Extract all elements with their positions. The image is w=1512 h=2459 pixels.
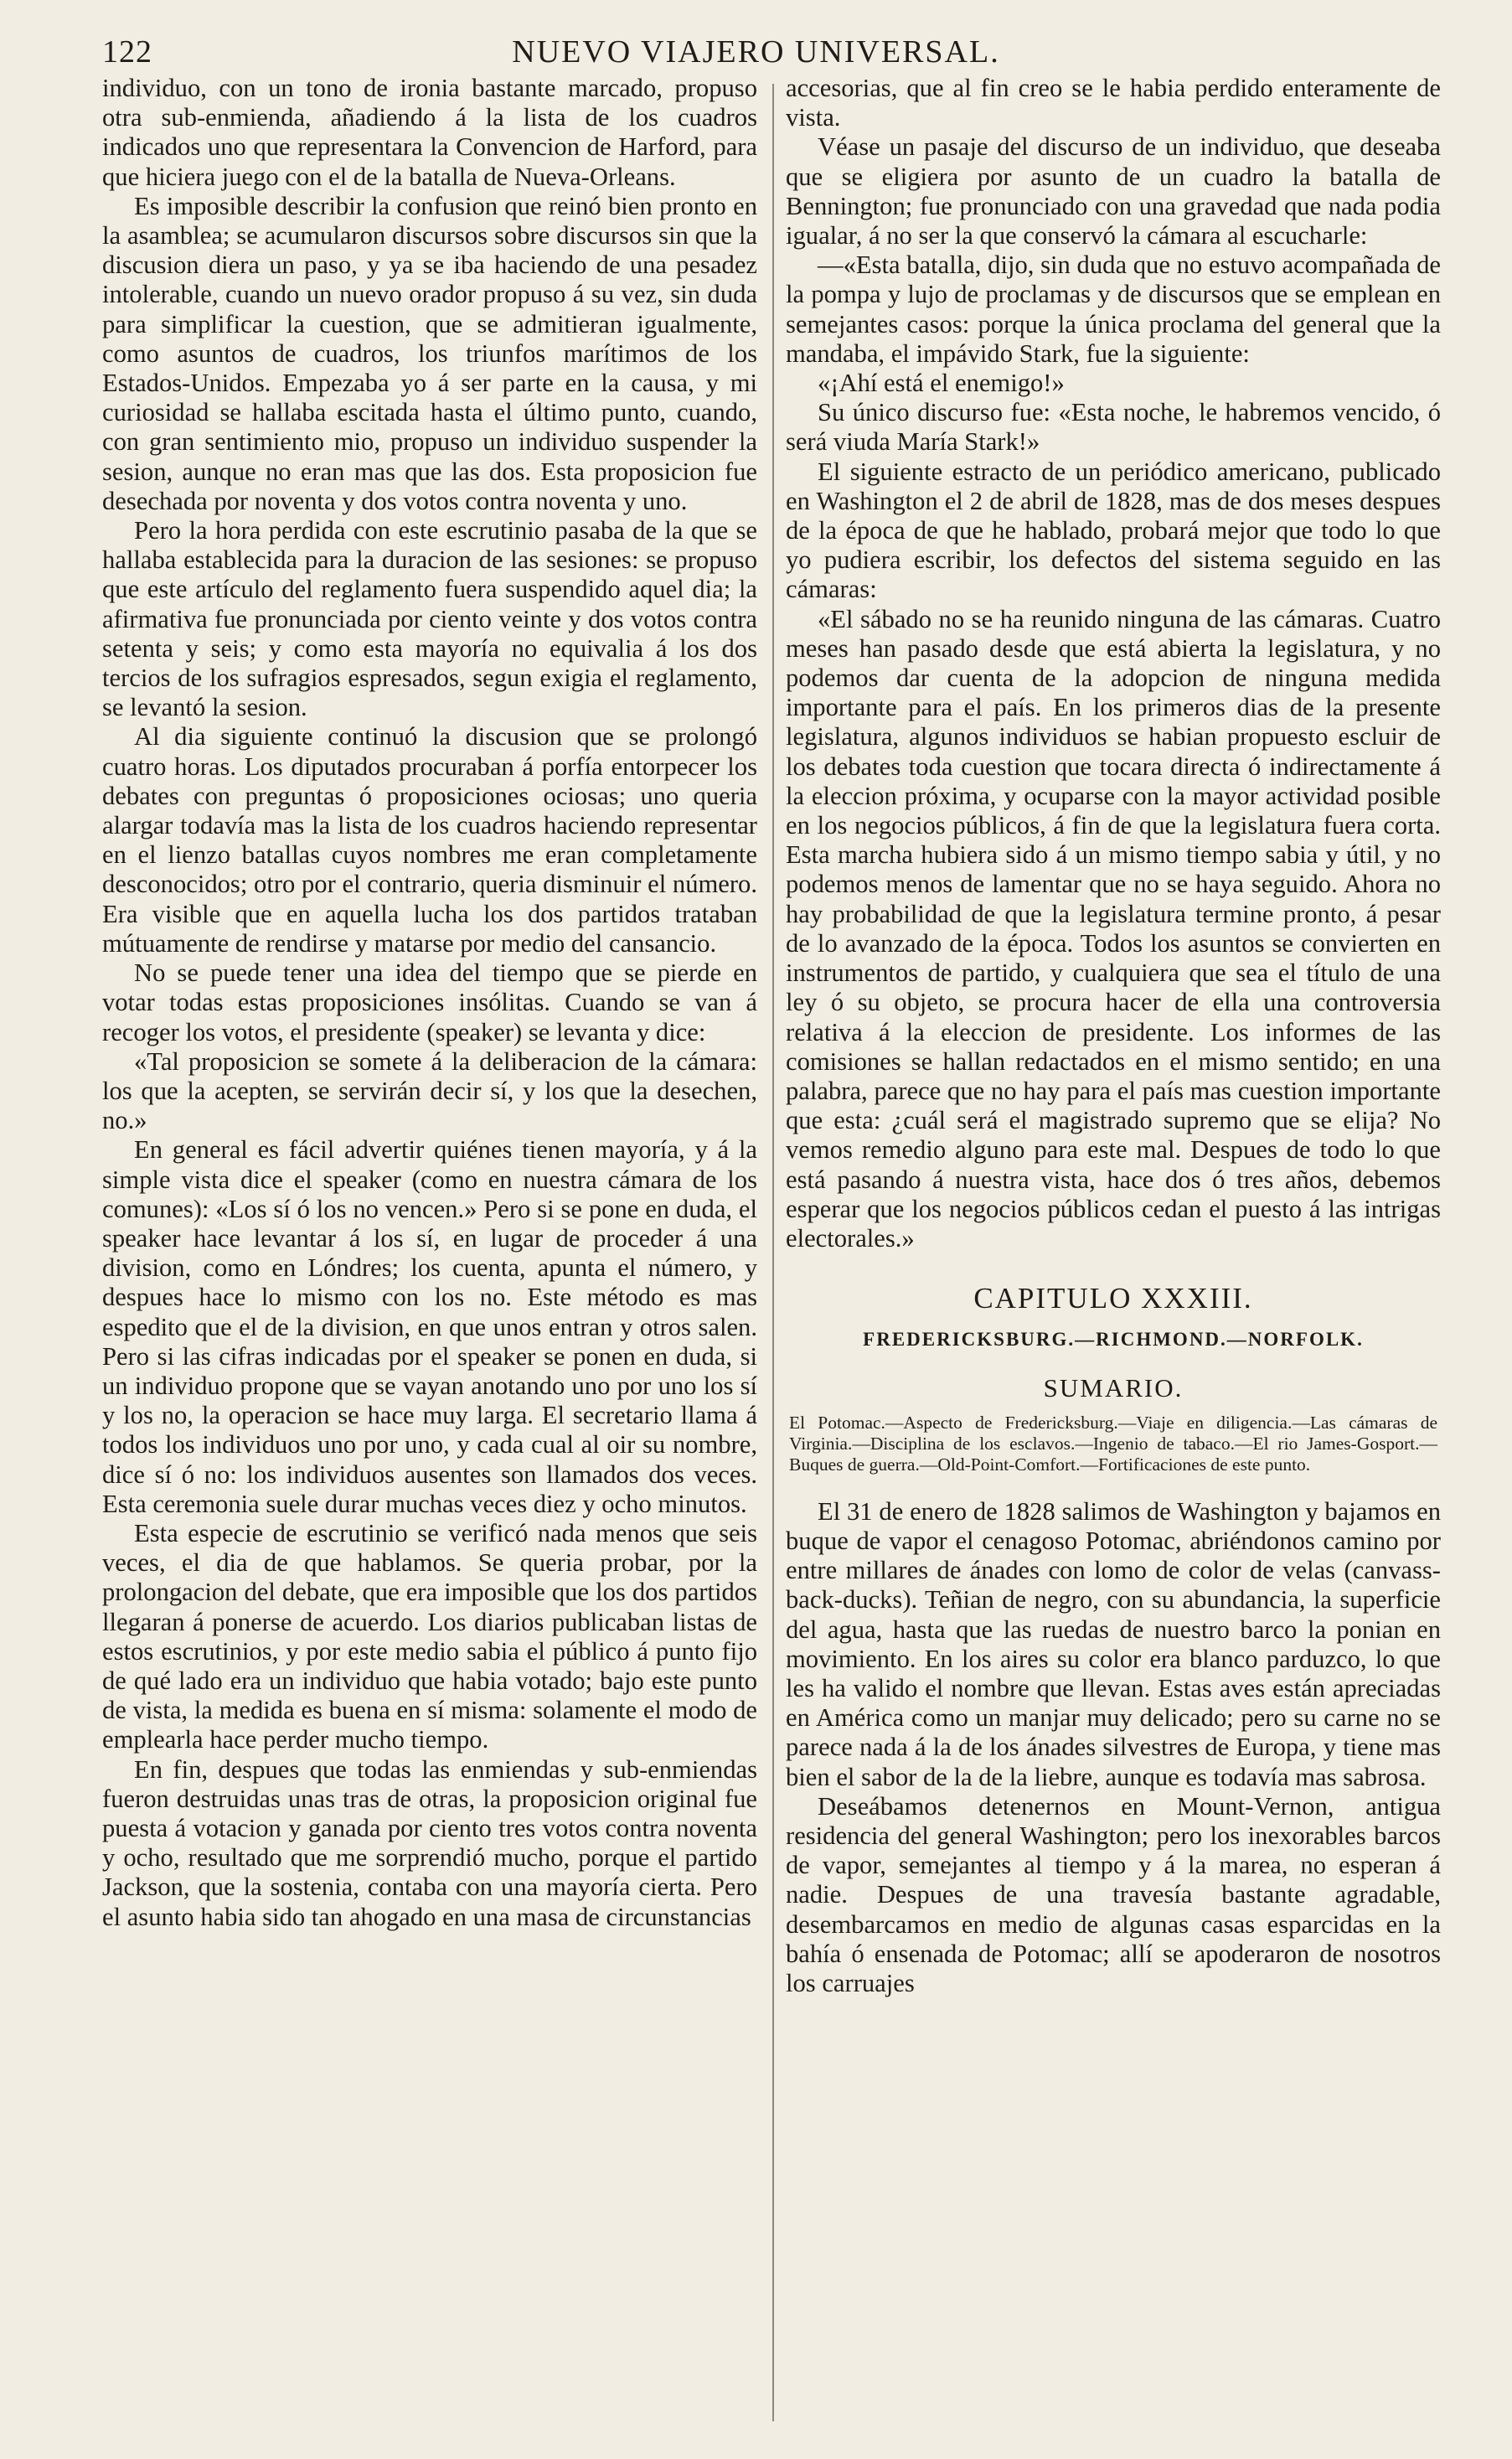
column-divider bbox=[772, 84, 774, 2421]
paragraph: «¡Ahí está el enemigo!» bbox=[818, 369, 1065, 398]
paragraph: Es imposible describir la confusion que reinó bien pronto en la asamblea; se acumularon discursos sobre discursos sin que la discusion diera un paso, y ya se iba haciendo de una pesadez intolerable, cuando un nuevo orador propuso á su vez, sin duda para simplificar la cuestion, que se admitieran igualmente, como asuntos de cuadros, los triunfos marítimos de los Estados-Unidos. Empezaba yo á ser parte en la causa, y mi curiosidad se hallaba escitada hasta el último punto, cuando, con gran sentimiento mio, propuso un individuo suspender la sesion, aunque no eran mas que las dos. Esta proposicion fue desechada por noventa y dos votos contra noventa y uno. bbox=[102, 191, 757, 515]
paragraph: «El sábado no se ha reunido ninguna de las cámaras. Cuatro meses han pasado desde que está abierta la legislatura, y no podemos dar cuenta de la adopcion de ninguna medida importante para el país. En los primeros dias de la presente legislatura, algunos individuos se habian propuesto escluir de los debates toda cuestion que tocara directa ó indirectamente á la eleccion próxima, y ocuparse con la mayor actividad posible en los negocios públicos, á fin de que la legislatura fuera corta. Esta marcha hubiera sido á un mismo tiempo sabia y útil, y no podemos menos de lamentar que no se haya seguido. Ahora no hay probabilidad de que la legislatura termine pronto, á pesar de lo avanzado de la época. Todos los asuntos se convierten en instrumentos de partido, y cualquiera que sea el título de una ley ó su objeto, se procura hacer de ella una controversia relativa á la eleccion de presidente. Los informes de las comisiones se hallan redactados en el mismo sentido; en una palabra, parece que no hay para el país mas cuestion importante que esta: ¿cuál será el magistrado supremo que se elija? No vemos remedio alguno para este mal. Despues de todo lo que está pasando á nuestra vista, hace dos ó tres años, debemos esperar que los negocios públicos cedan el puesto á las intrigas electorales.» bbox=[786, 604, 1441, 1253]
paragraph: En general es fácil advertir quiénes tienen mayoría, y á la simple vista dice el speaker (como en nuestra cámara de los comunes): «Los sí ó los no vencen.» Pero si se pone en duda, el speaker hace levantar á los sí, en lugar de proceder á una division, como en Lóndres; los cuenta, apunta el número, y despues hace lo mismo con los no. Este método es mas espedito que el de la division, en que unos entran y otros salen. Pero si las cifras indicadas por el speaker se ponen en duda, si un individuo propone que se vayan anotando uno por uno los sí y los no, la operacion se hace muy larga. El secretario llama á todos los individuos uno por uno, y cada cual al oir su nombre, dice sí ó no: los individuos ausentes son llamados dos veces. Esta ceremonia suele durar muchas veces diez y ocho minutos. bbox=[102, 1135, 757, 1518]
paragraph: Pero la hora perdida con este escrutinio pasaba de la que se hallaba establecida para la duracion de las sesiones: se propuso que este artículo del reglamento fuera suspendido aquel dia; la afirmativa fue pronunciada por ciento veinte y dos votos contra setenta y seis; y como esta mayoría no equivalia á los dos tercios de los sufragios espresados, segun exigia el reglamento, se levantó la sesion. bbox=[102, 516, 757, 722]
summary-heading: SUMARIO. bbox=[1043, 1372, 1184, 1403]
paragraph: —«Esta batalla, dijo, sin duda que no estuvo acompañada de la pompa y lujo de proclamas y de discursos que se emplean en semejantes casos: porque la única proclama del general que la mandaba, el impávido Stark, fue la siguiente: bbox=[786, 251, 1441, 368]
page-header bbox=[0, 34, 1512, 75]
paragraph: Deseábamos detenernos en Mount-Vernon, antigua residencia del general Washington; pero los inexorables barcos de vapor, semejantes al tiempo y á la marea, no esperan á nadie. Despues de una travesía bastante agradable, desembarcamos en medio de algunas casas esparcidas en la bahía ó ensenada de Potomac; allí se apoderaron de nosotros los carruajes bbox=[786, 1791, 1441, 1997]
right-column bbox=[786, 74, 1441, 1998]
paragraph: El 31 de enero de 1828 salimos de Washington y bajamos en buque de vapor el cenagoso Potomac, abriéndonos camino por entre millares de ánades con lomo de color de velas (canvass-back-ducks). Teñian de negro, con su abundancia, la superficie del agua, hasta que las ruedas de nuestro barco la ponian en movimiento. En los aires su color era blanco parduzco, lo que les ha valido el nombre que llevan. Estas aves están apreciadas en América como un manjar muy delicado; pero su carne no se parece nada á la de los ánades silvestres de Europa, y tiene mas bien el sabor de la de la liebre, aunque es todavía mas sabrosa. bbox=[786, 1496, 1441, 1791]
paragraph: En fin, despues que todas las enmiendas y sub-enmiendas fueron destruidas unas tras de otras, la proposicion original fue puesta á votacion y ganada por ciento tres votos contra noventa y ocho, resultado que me sorprendió mucho, porque el partido Jackson, que la sostenia, contaba con una mayoría cierta. Pero el asunto habia sido tan ahogado en una masa de circunstancias bbox=[102, 1754, 757, 1931]
paragraph: accesorias, que al fin creo se le habia perdido enteramente de vista. bbox=[786, 74, 1441, 132]
paragraph: No se puede tener una idea del tiempo que se pierde en votar todas estas proposiciones insólitas. Cuando se van á recoger los votos, el presidente (speaker) se levanta y dice: bbox=[102, 958, 757, 1046]
chapter-title: CAPITULO XXXIII. bbox=[973, 1282, 1253, 1315]
paragraph: Al dia siguiente continuó la discusion que se prolongó cuatro horas. Los diputados procuraban á porfía entorpecer los debates con preguntas ó proposiciones ociosas; uno queria alargar todavía mas la lista de los cuadros haciendo representar en el lienzo batallas cuyos nombres me eran completamente desconocidos; otro por el contrario, queria disminuir el número. Era visible que en aquella lucha los dos partidos trataban mútuamente de rendirse y matarse por medio del cansancio. bbox=[102, 722, 757, 958]
summary-text: El Potomac.—Aspecto de Fredericksburg.—Viaje en diligencia.—Las cámaras de Virginia.—Disciplina de los esclavos.—Ingenio de tabaco.—El rio James-Gosport.—Buques de guerra.—Old-Point-Comfort.—Fortificaciones de este punto. bbox=[789, 1412, 1437, 1475]
paragraph: Esta especie de escrutinio se verificó nada menos que seis veces, el dia de que hablamos. Se queria probar, por la prolongacion del debate, que era imposible que los dos partidos llegaran á ponerse de acuerdo. Los diarios publicaban listas de estos escrutinios, y por este medio sabia el público á punto fijo de qué lado era un individuo que habia votado; bajo este punto de vista, la medida es buena en sí misma: solamente el modo de emplearla hace perder mucho tiempo. bbox=[102, 1518, 757, 1754]
page-number: 122 bbox=[102, 34, 152, 70]
left-column bbox=[102, 74, 757, 1932]
paragraph: «Tal proposicion se somete á la deliberacion de la cámara: los que la acepten, se servirán decir sí, y los que la desechen, no.» bbox=[102, 1046, 757, 1135]
paragraph: Su único discurso fue: «Esta noche, le habremos vencido, ó será viuda María Stark!» bbox=[786, 398, 1441, 457]
paragraph: El siguiente estracto de un periódico americano, publicado en Washington el 2 de abril de 1828, mas de dos meses despues de la época de que he hablado, probará mejor que todo lo que yo pudiera escribir, los defectos del sistema seguido en las cámaras: bbox=[786, 457, 1441, 604]
paragraph: Véase un pasaje del discurso de un individuo, que deseaba que se eligiera por asunto de un cuadro la batalla de Bennington; fue pronunciado con una gravedad que nada podia igualar, á no ser la que conservó la cámara al escucharle: bbox=[786, 132, 1441, 251]
running-title: NUEVO VIAJERO UNIVERSAL. bbox=[512, 34, 1000, 70]
chapter-subtitle: FREDERICKSBURG.—RICHMOND.—NORFOLK. bbox=[863, 1329, 1364, 1351]
paragraph: individuo, con un tono de ironia bastante marcado, propuso otra sub-enmienda, añadiendo á la lista de los cuadros indicados uno que representara la Convencion de Harford, para que hiciera juego con el de la batalla de Nueva-Orleans. bbox=[102, 74, 757, 191]
